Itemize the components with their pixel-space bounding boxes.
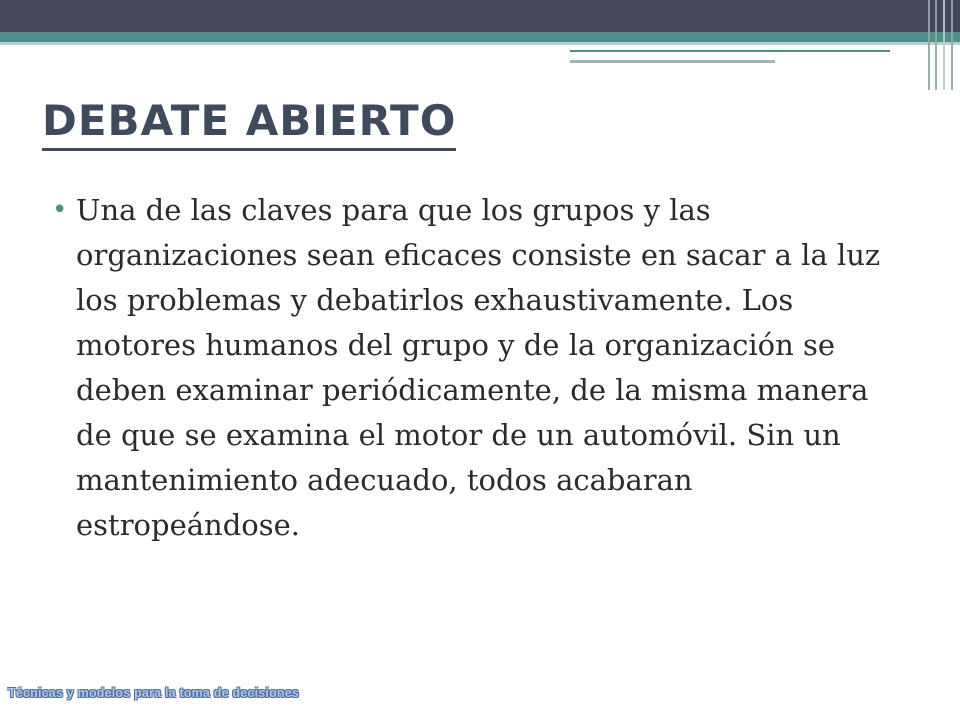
header-band-light — [0, 42, 960, 45]
header-stripe-lower — [570, 60, 775, 63]
body-paragraph — [52, 188, 882, 548]
footer-caption: Técnicas y modelos para la toma de decisiones — [8, 686, 300, 700]
header-band-dark — [0, 0, 960, 32]
body-text: Una de las claves para que los grupos y las organizaciones sean eficaces consiste en sacar a la luz los problemas y debatirlos exhaustivamente. Los motores humanos del grupo y de la organización se deben examinar periódicamente, de la misma manera de que se examina el motor de un automóvil. Sin un mantenimiento adecuado, todos acabaran estropeándose. — [76, 193, 881, 542]
body-list — [52, 188, 882, 548]
slide-title: DEBATE ABIERTO — [42, 98, 456, 151]
corner-vertical-lines — [926, 0, 960, 90]
header-stripe-upper — [570, 50, 890, 52]
header-band-teal — [0, 32, 960, 42]
bullet-icon: • — [52, 195, 68, 225]
